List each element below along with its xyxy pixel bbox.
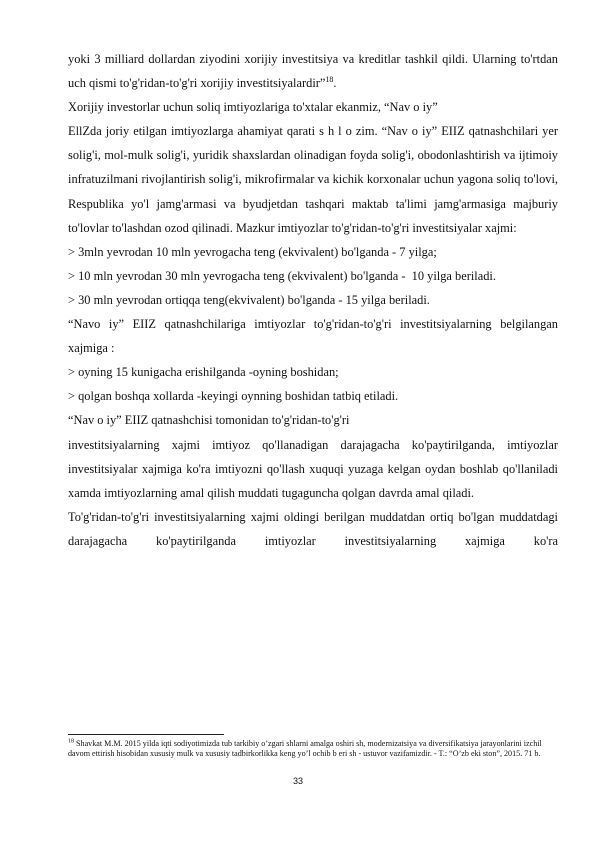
paragraph-4: > 3mln yevrodan 10 mln yevrogacha teng (ekvivalent) bo'lganda - 7 yilga; xyxy=(68,244,437,259)
footnote xyxy=(68,739,548,760)
paragraph-3: EllZda joriy etilgan imtiyozlarga ahamiyat qarati s h l o zim. “Nav o iy” EIIZ qatnashchilari yer solig'i, mol-mulk solig'i, yuridik shaxslardan olinadigan foyda solig'i, obodonlashtirish va ijtimoiy infratuzilmani rivojlantirish solig'i, mikrofirmalar va kichik korxonalar uchun yagona soliq to'lovi, Respublika yo'l jamg'armasi va byudjetdan tashqari maktab ta'limi jamg'armasiga majburiy to'lovlar to'lashdan ozod qilinadi. Mazkur imtiyozlar to'g'ridan-to'g'ri investitsiyalar xajmi: xyxy=(68,124,558,235)
paragraph-9: > qolgan boshqa xollarda -keyingi oynning boshidan tatbiq etiladi. xyxy=(68,389,399,404)
body-text xyxy=(68,47,558,553)
paragraph-2: Xorijiy investorlar uchun soliq imtiyozlariga to'xtalar ekanmiz, “Nav o iy” xyxy=(68,100,438,115)
footnote-text: Shavkat M.M. 2015 yilda iqti sodiyotimizda tub tarkibiy o’zgari shlarni amalga oshiri sh, modernizatsiya va diversifikatsiya jarayonlarini izchil davom ettirish hisobidan xususiy mulk va xususiy tadbirkorlikka keng yo’l ochib b eri sh - ustuvor vazifamizdir. - T.: “O’zb eki ston”, 2015. 71 b. xyxy=(68,739,542,759)
paragraph-12: To'g'ridan-to'g'ri investitsiyalarning xajmi oldingi berilgan muddatdan ortiq bo'lgan muddatdagi darajagacha ko'paytirilganda imtiyozlar investitsiyalarning xajmiga ko'ra xyxy=(68,509,558,548)
paragraph-8: > oyning 15 kunigacha erishilganda -oyning boshidan; xyxy=(68,365,339,380)
paragraph-11: investitsiyalarning xajmi imtiyoz qo'llanadigan darajagacha ko'paytirilganda, imtiyozlar investitsiyalar xajmiga ko'ra imtiyozni qo'llash xuquqi yuzaga kelgan oydan boshlab qo'llaniladi xamda imtiyozlarning amal qilish muddati tugaguncha qolgan davrda amal qiladi. xyxy=(68,437,558,500)
paragraph-6: > 30 mln yevrodan ortiqqa teng(ekvivalent) bo'lganda - 15 yilga beriladi. xyxy=(68,292,430,307)
paragraph-1-text: yoki 3 milliard dollardan ziyodini xorijiy investitsiya va kreditlar tashkil qildi. Ularning to'rtdan uch qismi to'g'ridan-to'g'ri xorijiy investitsiyalardir” xyxy=(68,52,558,91)
paragraph-1-end: . xyxy=(333,76,337,91)
page-number: 33 xyxy=(292,776,303,786)
footnote-reference[interactable]: 18 xyxy=(325,74,334,84)
paragraph-1 xyxy=(68,47,558,95)
paragraph-10: “Nav o iy” EIIZ qatnashchisi tomonidan to'g'ridan-to'g'ri xyxy=(68,413,350,428)
paragraph-5: > 10 mln yevrodan 30 mln yevrogacha teng (ekvivalent) bo'lganda - 10 yilga beriladi. xyxy=(68,268,496,283)
footnote-number: 18 xyxy=(68,738,74,745)
footnote-separator xyxy=(68,734,224,735)
paragraph-7: “Navo iy” EIIZ qatnashchilariga imtiyozlar to'g'ridan-to'g'ri investitsiyalarning belgilangan xajmiga : xyxy=(68,317,558,356)
